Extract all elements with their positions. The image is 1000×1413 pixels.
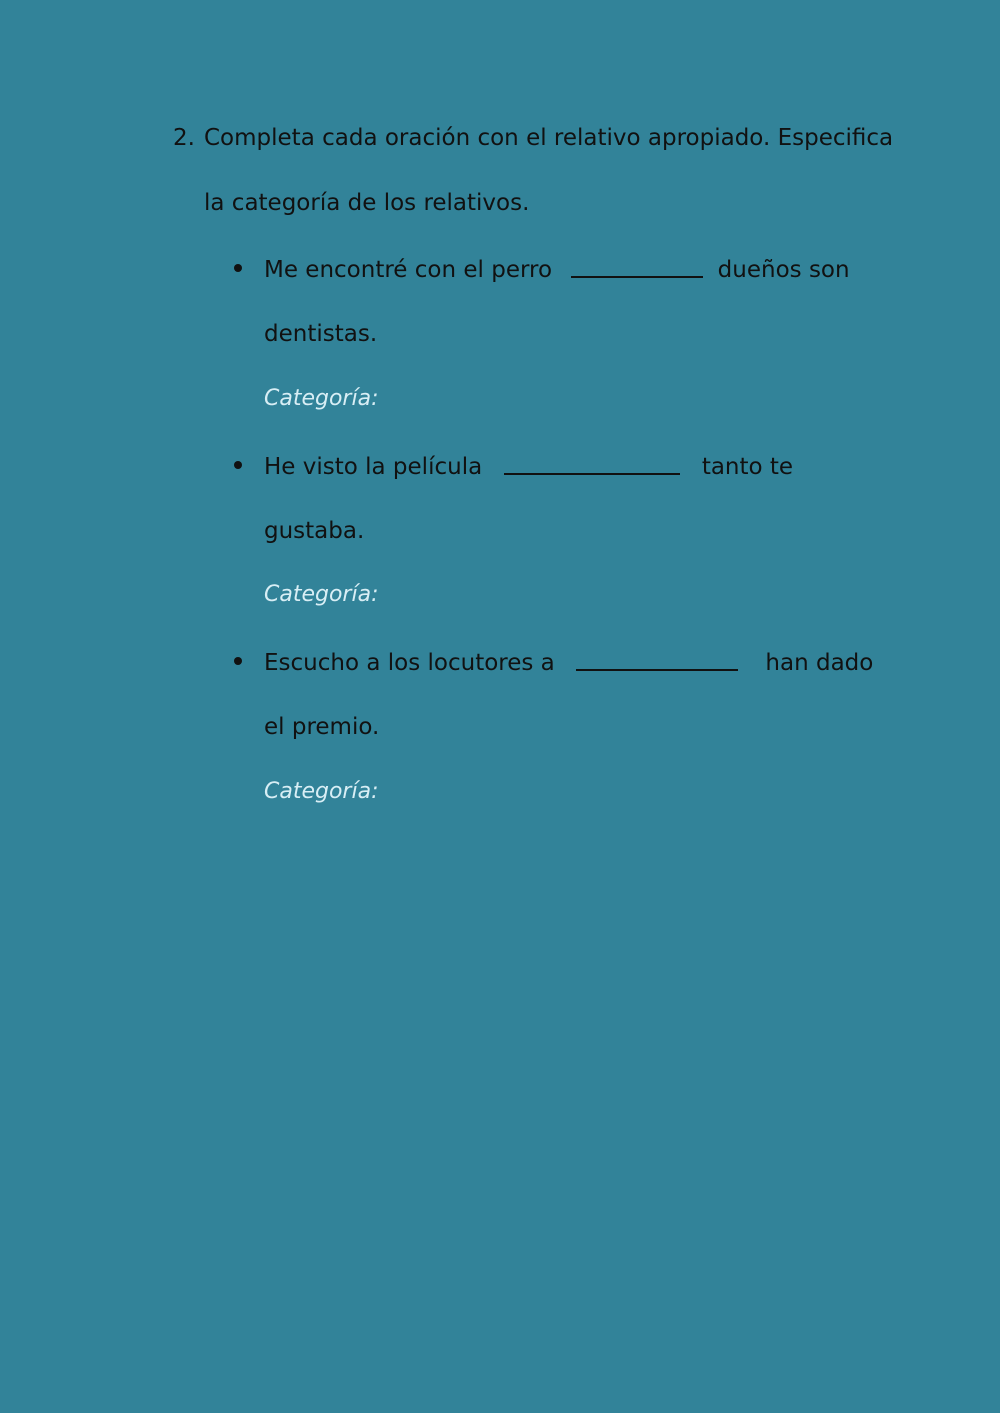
item-1-answer-blank[interactable] <box>571 254 703 278</box>
question-instruction-line-2: la categoría de los relativos. <box>204 190 530 216</box>
question-instruction-line-1: Completa cada oración con el relativo apropiado. Especifica <box>204 125 894 151</box>
item-2-continuation: gustaba. <box>264 518 365 544</box>
item-3-continuation: el premio. <box>264 714 380 740</box>
item-3-before-blank: Escucho a los locutores a <box>264 650 555 676</box>
item-3-after-blank: han dado <box>765 650 874 676</box>
bullet-icon <box>234 461 242 469</box>
item-3-category-label[interactable]: Categoría: <box>264 779 379 804</box>
item-1-category-label[interactable]: Categoría: <box>264 386 379 411</box>
item-3-sentence <box>264 647 873 677</box>
item-2-sentence <box>264 451 793 481</box>
bullet-icon <box>234 657 242 665</box>
item-2-after-blank: tanto te <box>701 454 794 480</box>
question-number: 2. <box>173 125 195 151</box>
item-2-before-blank: He visto la película <box>264 454 483 480</box>
item-2-answer-blank[interactable] <box>504 451 680 475</box>
item-2-category-label[interactable]: Categoría: <box>264 582 379 607</box>
item-1-continuation: dentistas. <box>264 321 378 347</box>
bullet-icon <box>234 264 242 272</box>
item-3-answer-blank[interactable] <box>576 647 738 671</box>
item-1-after-blank: dueños son <box>717 257 850 283</box>
item-1-before-blank: Me encontré con el perro <box>264 257 553 283</box>
item-1-sentence <box>264 254 850 284</box>
